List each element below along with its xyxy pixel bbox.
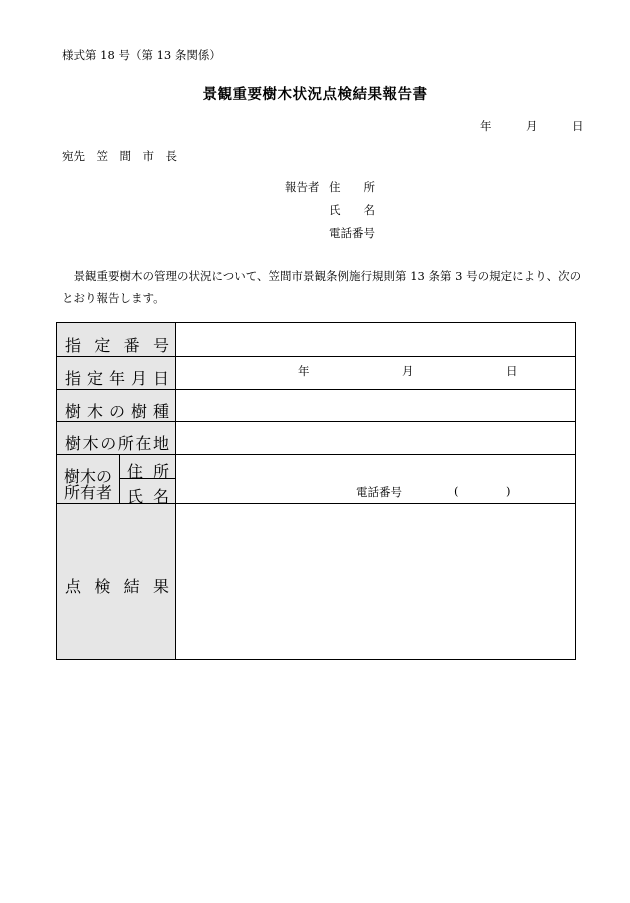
designation-number-label: 指 定 番 号	[65, 336, 169, 355]
designation-date-label: 指 定 年 月 日	[65, 369, 169, 388]
owner-address-label: 住 所	[127, 462, 169, 481]
tree-location-label: 樹 木 の 所 在 地	[65, 434, 169, 453]
date-year: 年	[480, 119, 492, 133]
inspection-result-label: 点 検 結 果	[65, 577, 169, 596]
addressee: 宛先 笠 間 市 長	[62, 149, 177, 163]
designation-number-value[interactable]	[176, 323, 575, 356]
owner-name-label: 氏 名	[127, 487, 169, 506]
date-day: 日	[572, 119, 584, 133]
tree-location-value[interactable]	[176, 422, 575, 454]
owner-value[interactable]: 電話番号 ( )	[356, 484, 511, 499]
reporter-address-label: 住 所	[329, 180, 375, 194]
owner-label-line2: 所 有 者	[64, 483, 113, 502]
reporter-label: 報告者	[285, 180, 320, 194]
date-month: 月	[526, 119, 538, 133]
tree-species-value[interactable]	[176, 390, 575, 421]
owner-label-line1: 樹 木 の	[64, 467, 113, 486]
inspection-result-value[interactable]	[176, 504, 575, 659]
page-title: 景観重要樹木状況点検結果報告書	[202, 86, 428, 103]
reporter-name-label: 氏 名	[329, 203, 375, 217]
reporter-phone-label: 電話番号	[329, 226, 375, 240]
report-body: 景観重要樹木の管理の状況について、笠間市景観条例施行規則第 13 条第 3 号の規定により、次のとおり報告します。	[62, 269, 582, 305]
form-number: 様式第 18 号（第 13 条関係）	[62, 48, 221, 62]
designation-date-value[interactable]: 年 月 日	[298, 364, 518, 378]
tree-species-label: 樹 木 の 樹 種	[65, 402, 169, 421]
report-table	[56, 322, 576, 660]
owner-phone-label: 電話番号	[356, 485, 402, 499]
